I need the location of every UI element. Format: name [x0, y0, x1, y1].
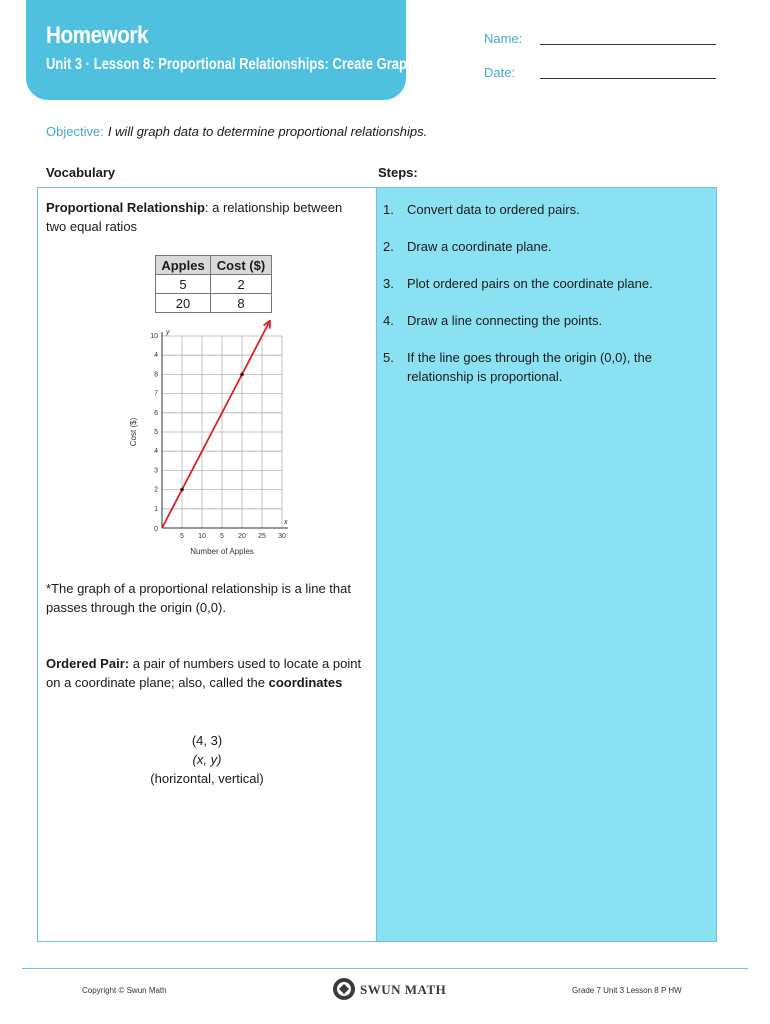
footer-lesson-code: Grade 7 Unit 3 Lesson 8 P HW	[572, 986, 682, 995]
table-header-row	[156, 256, 272, 275]
objective	[46, 124, 427, 139]
origin-label: 0	[154, 526, 158, 533]
ordered-pair-def-text: a pair of numbers used to locate a point on a coordinate plane; also, called the	[46, 656, 362, 690]
list-item	[383, 237, 707, 256]
y-tick-label: 3	[154, 467, 158, 475]
step-text: Plot ordered pairs on the coordinate plane.	[407, 276, 653, 291]
vocabulary-panel	[37, 187, 377, 942]
objective-text: I will graph data to determine proportional relationships.	[107, 124, 428, 139]
step-number: 5.	[383, 350, 394, 365]
date-field[interactable]	[540, 64, 716, 79]
y-tick-label: 6	[154, 409, 158, 417]
vocabulary-heading: Vocabulary	[46, 165, 116, 180]
table-row	[156, 275, 272, 294]
step-number: 2.	[383, 239, 394, 254]
example-description: (horizontal, vertical)	[150, 771, 264, 786]
name-field[interactable]	[540, 30, 716, 45]
y-tick-label: 2	[154, 486, 158, 494]
page-title: Homework	[46, 22, 149, 49]
ordered-pair-example	[38, 731, 376, 788]
step-text: Convert data to ordered pairs.	[407, 202, 580, 217]
steps-panel	[376, 187, 717, 942]
objective-label: Objective:	[46, 124, 104, 139]
x-tick-label: 10	[198, 533, 206, 540]
y-tick-label: 1	[154, 505, 158, 513]
x-tick-label: 30	[278, 533, 286, 540]
proportional-graph	[122, 320, 292, 560]
date-label: Date:	[484, 65, 516, 80]
table-header-cost: Cost ($)	[211, 256, 272, 275]
proportional-def-text: : a relationship between two equal ratios	[46, 200, 343, 234]
y-axis-letter: y	[166, 329, 170, 336]
apples-cost-table	[155, 255, 272, 313]
footer-divider	[22, 968, 748, 969]
coordinates-term: coordinates	[268, 675, 343, 690]
ordered-pair-definition	[46, 654, 366, 692]
proportional-line	[162, 321, 270, 528]
example-pair: (4, 3)	[191, 733, 223, 748]
swun-logo-icon	[332, 977, 356, 1001]
proportional-term: Proportional Relationship	[46, 200, 205, 215]
table-cell: 8	[211, 294, 272, 313]
ordered-pair-term: Ordered Pair:	[46, 656, 130, 671]
list-item	[383, 200, 707, 219]
data-point	[240, 373, 244, 377]
x-tick-label: 25	[258, 533, 266, 540]
step-number: 3.	[383, 276, 394, 291]
logo-text: SWUN MATH	[360, 982, 447, 997]
step-text: If the line goes through the origin (0,0), the relationship is proportional.	[407, 350, 652, 384]
y-axis-label: Cost ($)	[129, 417, 138, 447]
list-item	[383, 274, 707, 293]
copyright-text: Copyright © Swun Math	[82, 986, 167, 995]
y-tick-label: 8	[154, 371, 158, 379]
x-tick-label: 20	[238, 533, 246, 540]
step-number: 4.	[383, 313, 394, 328]
list-item	[383, 311, 707, 330]
data-point	[180, 488, 184, 492]
list-item	[383, 348, 707, 386]
y-tick-label: 10	[150, 333, 158, 340]
table-header-apples: Apples	[156, 256, 211, 275]
step-text: Draw a coordinate plane.	[407, 239, 552, 254]
header-banner	[26, 0, 406, 100]
y-tick-label: 5	[154, 429, 158, 436]
graph-note: *The graph of a proportional relationship is a line that passes through the origin (0,0).	[46, 581, 351, 615]
table-cell: 5	[156, 275, 211, 294]
step-number: 1.	[383, 202, 394, 217]
x-tick-label: 5	[220, 533, 224, 540]
y-tick-label: 7	[154, 390, 158, 398]
proportional-definition	[46, 198, 366, 236]
table-row	[156, 294, 272, 313]
name-label: Name:	[484, 31, 523, 46]
x-axis-label: Number of Apples	[190, 547, 254, 556]
lesson-subtitle: Unit 3 · Lesson 8: Proportional Relationships: Create Graphs	[46, 56, 423, 73]
y-tick-label: 4	[154, 448, 158, 456]
table-cell: 2	[211, 275, 272, 294]
steps-heading: Steps:	[378, 165, 418, 180]
example-variables: (x, y)	[192, 752, 222, 767]
x-axis-letter: x	[284, 519, 288, 526]
step-text: Draw a line connecting the points.	[407, 313, 603, 328]
x-tick-label: 5	[180, 533, 184, 540]
y-tick-label: 4	[154, 352, 158, 360]
table-cell: 20	[156, 294, 211, 313]
steps-list	[383, 200, 707, 404]
